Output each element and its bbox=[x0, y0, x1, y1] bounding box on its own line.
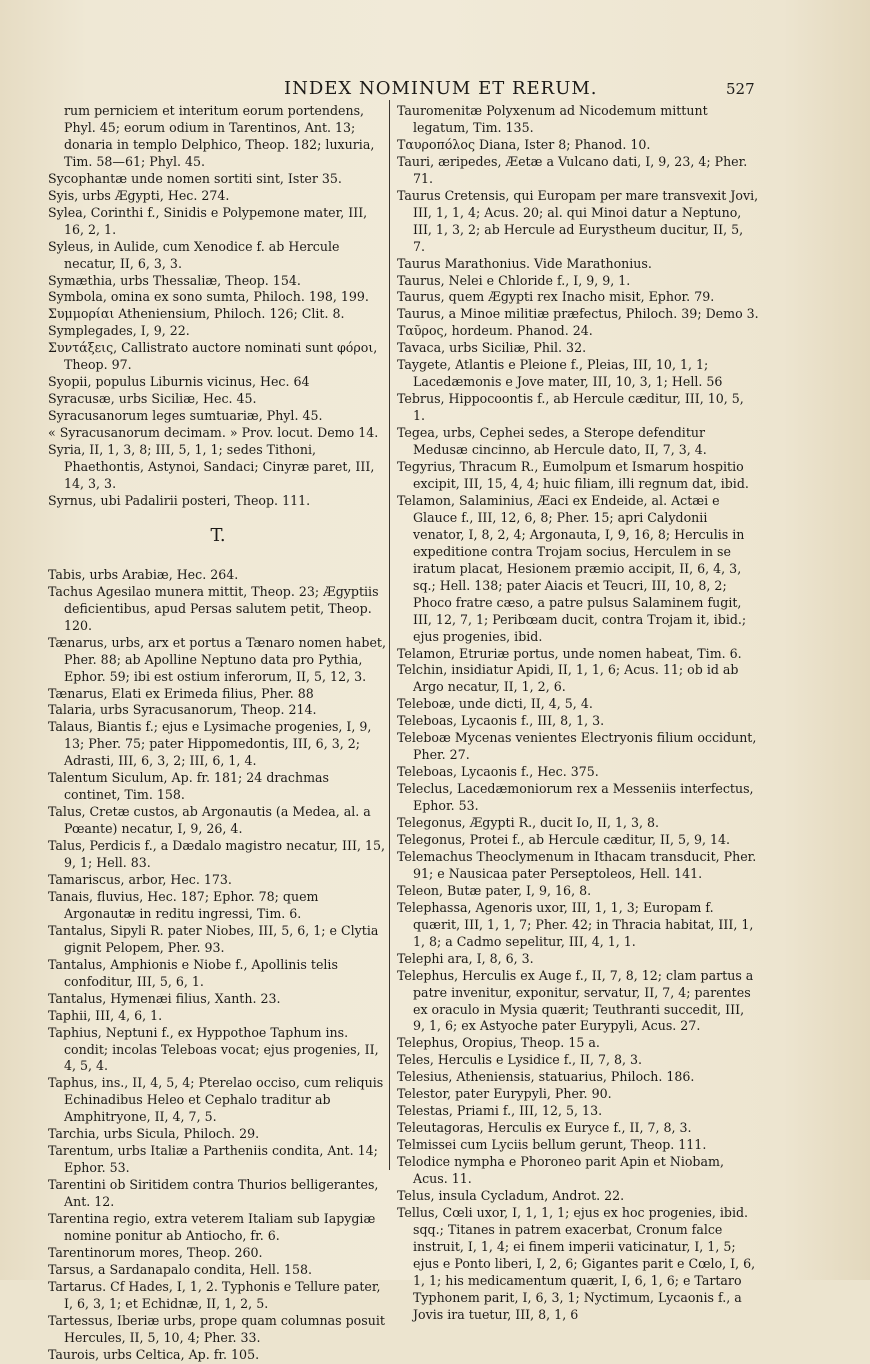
index-entry: Telephus, Herculis ex Auge f., II, 7, 8, 12; clam partus a patre invenitur, exponitur, servatur, II, 7, 4; parentes ex oraculo in Mysia quærit; Teuthranti succedit, III, 9, 1, 6; ex Astyoche pater Eurypyli, Acus. 27. bbox=[397, 967, 754, 1034]
index-entry: Taphus, ins., II, 4, 5, 4; Pterelao occiso, cum reliquis Echinadibus Heleo et Cephalo traditur ab Amphitryone, II, 4, 7, 5. bbox=[48, 1075, 384, 1125]
index-entry: Tarentum, urbs Italiæ a Partheniis condita, Ant. 14; Ephor. 53. bbox=[48, 1143, 378, 1176]
index-entry: Telamon, Salaminius, Æaci ex Endeide, al. Actæi e Glauce f., III, 12, 6, 8; Pher. 15; apri Calydonii venator, I, 8, 2, 4; Argonauta, I, 9, 16, 8; Herculis in expeditione contra Trojam socius, Herculem in se iratum placat, Hesionem præmio accipit, II, 6, 4, 3, sq.; Hell. 138; pater Aiacis et Teucri, III, 10, 8, 2; Phoco fratre cæso, a patre pulsus Salaminem fugit, III, 12, 7, 1; Peribœam ducit, contra Trojam it, ibid.; ejus progenies, ibid. bbox=[397, 492, 747, 644]
index-entry: Taygete, Atlantis e Pleione f., Pleias, III, 10, 1, 1; Lacedæmonis e Jove mater, III, 10, 3, 1; Hell. 56 bbox=[397, 357, 723, 390]
index-entry: Syopii, populus Liburnis vicinus, Hec. 64 bbox=[48, 374, 310, 390]
index-entry: Sycophantæ unde nomen sortiti sint, Ister 35. bbox=[48, 170, 342, 186]
index-entry: Talus, Perdicis f., a Dædalo magistro necatur, III, 15, 9, 1; Hell. 83. bbox=[48, 838, 385, 871]
index-entry: Taphii, III, 4, 6, 1. bbox=[48, 1007, 163, 1023]
page-header bbox=[0, 78, 870, 102]
column-divider bbox=[389, 100, 390, 1170]
index-entry: Tachus Agesilao munera mittit, Theop. 23; Ægyptiis deficientibus, apud Persas salutem petit, Theop. 120. bbox=[48, 583, 379, 633]
index-entry: Teleboæ, unde dicti, II, 4, 5, 4. bbox=[397, 696, 593, 712]
index-entry: Syrnus, ubi Padalirii posteri, Theop. 111. bbox=[48, 492, 311, 508]
right-column bbox=[397, 103, 759, 1324]
index-entry: Tarentini ob Siritidem contra Thurios belligerantes, Ant. 12. bbox=[48, 1177, 379, 1210]
index-entry: Tænarus, Elati ex Erimeda filius, Pher. 88 bbox=[48, 685, 314, 701]
index-entry: Tellus, Cœli uxor, I, 1, 1, 1; ejus ex hoc progenies, ibid. sqq.; Titanes in patrem exacerbat, Cronum falce instruit, I, 1, 4; ei finem imperii vaticinatur, I, 1, 5; ejus e Ponto liberi, I, 2, 6; Gigantes parit e Cœlo, I, 6, 1, 1; his medicamentum quærit, I, 6, 1, 6; e Tartaro Typhonem parit, I, 6, 3, 1; Nyctimum, Lycaonis f., a Jovis ira tuetur, III, 8, 1, 6 bbox=[397, 1204, 756, 1322]
index-entry: Teleboæ Mycenas venientes Electryonis filium occidunt, Pher. 27. bbox=[397, 730, 757, 763]
index-entry: Tegyrius, Thracum R., Eumolpum et Ismarum hospitio excipit, III, 15, 4, 4; huic filiam, illi regnum dat, ibid. bbox=[397, 459, 749, 491]
index-entry: Symæthia, urbs Thessaliæ, Theop. 154. bbox=[48, 272, 301, 288]
index-entry: Συντάξεις, Callistrato auctore nominati sunt φόροι, Theop. 97. bbox=[48, 340, 378, 373]
index-entry: Tarentina regio, extra veterem Italiam sub Iapygiæ nomine ponitur ab Antiocho, fr. 6. bbox=[48, 1211, 376, 1243]
index-entry: Tebrus, Hippocoontis f., ab Hercule cæditur, III, 10, 5, 1. bbox=[397, 391, 744, 424]
index-entry: Taurus Cretensis, qui Europam per mare transvexit Jovi, III, 1, 1, 4; Acus. 20; al. qui Minoi datur a Neptuno, III, 1, 3, 2; ab Hercule ad Eurystheum ducitur, II, 5, 7. bbox=[397, 187, 759, 254]
index-entry: Talus, Cretæ custos, ab Argonautis (a Medea, al. a Pœante) necatur, I, 9, 26, 4. bbox=[48, 804, 371, 837]
index-entry: Telephus, Oropius, Theop. 15 a. bbox=[397, 1035, 600, 1051]
index-entry: Teleboas, Lycaonis f., III, 8, 1, 3. bbox=[397, 713, 605, 729]
index-entry: Telodice nympha e Phoroneo parit Apin et Niobam, Acus. 11. bbox=[397, 1154, 724, 1187]
index-entry: Ταῦρος, hordeum. Phanod. 24. bbox=[397, 323, 593, 339]
right-entries bbox=[397, 103, 759, 1324]
index-entry: Symplegades, I, 9, 22. bbox=[48, 323, 190, 339]
index-entry: Tænarus, urbs, arx et portus a Tænaro nomen habet, Pher. 88; ab Apolline Neptuno data pro Pythia, Ephor. 59; ibi est ostium inferorum, II, 5, 12, 3. bbox=[48, 634, 386, 684]
index-entry: Telamon, Etruriæ portus, unde nomen habeat, Tim. 6. bbox=[397, 645, 742, 661]
index-entry: Telestor, pater Eurypyli, Pher. 90. bbox=[397, 1086, 612, 1102]
index-entry: Talentum Siculum, Ap. fr. 181; 24 drachmas continet, Tim. 158. bbox=[48, 770, 329, 803]
index-entry: Συμμορίαι Atheniensium, Philoch. 126; Clit. 8. bbox=[48, 306, 345, 322]
index-entry: Tabis, urbs Arabiæ, Hec. 264. bbox=[48, 566, 239, 582]
index-entry: rum perniciem et interitum eorum portendens, Phyl. 45; eorum odium in Tarentinos, Ant. 13; donaria in templo Delphico, Theop. 182; luxuria, Tim. 58—61; Phyl. 45. bbox=[64, 103, 375, 169]
index-entry: Syracusanorum leges sumtuariæ, Phyl. 45. bbox=[48, 408, 323, 424]
index-entry: Syis, urbs Ægypti, Hec. 274. bbox=[48, 187, 230, 203]
index-entry: Taurus, a Minoe militiæ præfectus, Philoch. 39; Demo 3. bbox=[397, 306, 759, 322]
index-entry: Tarchia, urbs Sicula, Philoch. 29. bbox=[48, 1126, 260, 1142]
index-entry: Telesius, Atheniensis, statuarius, Philoch. 186. bbox=[397, 1069, 695, 1085]
index-entry: Tavaca, urbs Siciliæ, Phil. 32. bbox=[397, 340, 587, 356]
section-letter: T. bbox=[210, 524, 226, 546]
index-entry: Talaus, Biantis f.; ejus e Lysimache progenies, I, 9, 13; Pher. 75; pater Hippomedontis, III, 6, 3, 2; Adrasti, III, 6, 3, 2; III, 6, 1, 4. bbox=[48, 719, 372, 769]
index-entry: Taurus Marathonius. Vide Marathonius. bbox=[397, 255, 652, 271]
index-entry: Tantalus, Hymenæi filius, Xanth. 23. bbox=[48, 990, 281, 1006]
index-entry: Sylea, Corinthi f., Sinidis e Polypemone mater, III, 16, 2, 1. bbox=[48, 204, 368, 237]
index-entry: Tartessus, Iberiæ urbs, prope quam columnas posuit Hercules, II, 5, 10, 4; Pher. 33. bbox=[48, 1312, 385, 1345]
index-entry: Syracusæ, urbs Siciliæ, Hec. 45. bbox=[48, 391, 257, 407]
index-entry: Taurus, Nelei e Chloride f., I, 9, 9, 1. bbox=[397, 272, 631, 288]
index-entry: Tantalus, Sipyli R. pater Niobes, III, 5, 6, 1; e Clytia gignit Pelopem, Pher. 93. bbox=[48, 922, 379, 955]
index-entry: Tanais, fluvius, Hec. 187; Ephor. 78; quem Argonautæ in reditu ingressi, Tim. 6. bbox=[48, 888, 319, 921]
index-entry: Telephi ara, I, 8, 6, 3. bbox=[397, 950, 534, 966]
index-entry: Tarsus, a Sardanapalo condita, Hell. 158. bbox=[48, 1261, 312, 1277]
index-entry: Telegonus, Protei f., ab Hercule cæditur, II, 5, 9, 14. bbox=[397, 831, 731, 847]
index-entry: Taurus, quem Ægypti rex Inacho misit, Ephor. 79. bbox=[397, 289, 715, 305]
left-column bbox=[48, 103, 388, 1364]
index-entry: Telmissei cum Lyciis bellum gerunt, Theop. 111. bbox=[397, 1137, 707, 1153]
left-entries-s bbox=[48, 103, 388, 510]
index-entry: Telus, insula Cycladum, Androt. 22. bbox=[397, 1188, 625, 1203]
index-entry: Syria, II, 1, 3, 8; III, 5, 1, 1; sedes Tithoni, Phaethontis, Astynoi, Sandaci; Cinyræ paret, III, 14, 3, 3. bbox=[48, 442, 375, 491]
index-entry: Tauri, æripedes, Æetæ a Vulcano dati, I, 9, 23, 4; Pher. 71. bbox=[397, 153, 748, 186]
index-entry: Tarentinorum mores, Theop. 260. bbox=[48, 1244, 263, 1260]
index-entry: Telemachus Theoclymenum in Ithacam transducit, Pher. 91; e Nausicaa pater Perseptoleos, Hell. 141. bbox=[397, 848, 757, 881]
index-entry: Symbola, omina ex sono sumta, Philoch. 198, 199. bbox=[48, 289, 369, 305]
index-entry: Teles, Herculis e Lysidice f., II, 7, 8, 3. bbox=[397, 1052, 642, 1068]
index-entry: Telegonus, Ægypti R., ducit Io, II, 1, 3, 8. bbox=[397, 815, 660, 831]
index-entry: Telchin, insidiatur Apidi, II, 1, 1, 6; Acus. 11; ob id ab Argo necatur, II, 1, 2, 6. bbox=[397, 662, 739, 695]
index-entry: Syleus, in Aulide, cum Xenodice f. ab Hercule necatur, II, 6, 3, 3. bbox=[48, 238, 340, 271]
index-entry: Talaria, urbs Syracusanorum, Theop. 214. bbox=[48, 702, 317, 718]
index-entry: Tartarus. Cf Hades, I, 1, 2. Typhonis e Tellure pater, I, 6, 3, 1; et Echidnæ, II, 1, 2, 5. bbox=[48, 1278, 381, 1311]
left-entries-t bbox=[48, 567, 388, 1364]
index-entry: Tamariscus, arbor, Hec. 173. bbox=[48, 871, 232, 887]
index-entry: Tegea, urbs, Cephei sedes, a Sterope defenditur Medusæ cincinno, ab Hercule dato, II, 7, 3, 4. bbox=[397, 425, 707, 458]
index-entry: Tantalus, Amphionis e Niobe f., Apollinis telis confoditur, III, 5, 6, 1. bbox=[48, 956, 338, 989]
page-number: 527 bbox=[726, 80, 755, 98]
index-entry: Teleon, Butæ pater, I, 9, 16, 8. bbox=[397, 882, 592, 898]
index-entry: Teleclus, Lacedæmoniorum rex a Messeniis interfectus, Ephor. 53. bbox=[397, 781, 754, 814]
running-title: INDEX NOMINUM ET RERUM. bbox=[284, 78, 598, 99]
index-entry: Ταυροπόλος Diana, Ister 8; Phanod. 10. bbox=[397, 136, 651, 152]
index-entry: Telestas, Priami f., III, 12, 5, 13. bbox=[397, 1103, 603, 1119]
index-entry: Taurois, urbs Celtica, Ap. fr. 105. bbox=[48, 1346, 260, 1362]
index-entry: Telephassa, Agenoris uxor, III, 1, 1, 3; Europam f. quærit, III, 1, 1, 7; Pher. 42; in Thracia habitat, III, 1, 1, 8; a Cadmo sepelitur, III, 4, 1, 1. bbox=[397, 899, 754, 949]
index-entry: Teleboas, Lycaonis f., Hec. 375. bbox=[397, 764, 599, 780]
index-entry: Taphius, Neptuni f., ex Hyppothoe Taphum ins. condit; incolas Teleboas vocat; ejus progenies, II, 4, 5, 4. bbox=[48, 1024, 379, 1074]
index-entry: Teleutagoras, Herculis ex Euryce f., II, 7, 8, 3. bbox=[397, 1120, 692, 1136]
index-entry: Tauromenitæ Polyxenum ad Nicodemum mittunt legatum, Tim. 135. bbox=[397, 103, 708, 135]
index-entry: « Syracusanorum decimam. » Prov. locut. Demo 14. bbox=[48, 425, 379, 441]
